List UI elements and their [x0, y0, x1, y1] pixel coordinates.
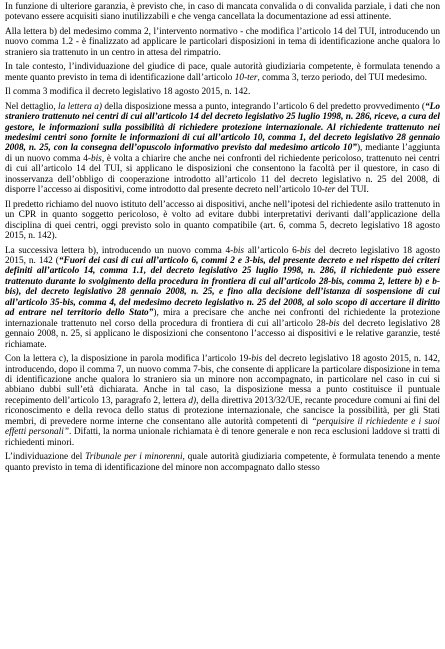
text-run: In tale contesto, l’individuazione del giudice di pace, quale autorità giudiziaria competente, è formulata tenendo a mente quanto previsto in tema di identificazione dall’articolo	[5, 62, 440, 83]
italic-run: ter	[324, 185, 336, 196]
paragraph	[5, 87, 440, 97]
italic-run: bis	[90, 153, 102, 164]
text-run: L’individuazione del	[5, 452, 86, 463]
text-run: , quale autorità giudiziaria competente, è formulata tenendo a mente quanto previsto in tema di identificazione del minore non accompagnato dallo stesso	[5, 452, 441, 473]
text-run: Con la lettera c), la disposizione in parola modifica l’articolo 19-	[5, 354, 252, 365]
paragraph	[5, 354, 440, 448]
paragraph	[5, 2, 440, 23]
italic-run: bis	[328, 318, 340, 329]
text-run: Il predetto richiamo del nuovo istituto dell’accesso ai dispositivi, anche nell’ipotesi del richiedente asilo trattenuto in un CPR in quanto soggetto pericoloso, è volto ad evitare dubbi interpretativi derivanti dall’applicazione della disciplina di quei centri, oggi previsto solo in quanto compatibile (art. 6, comma 5, decreto legislativo 18 agosto 2015, n. 142).	[5, 199, 440, 242]
text-run: Il comma 3 modifica il decreto legislativo 18 agosto 2015, n. 142.	[5, 87, 251, 98]
text-run: della disposizione messa a punto, integrando l’articolo 6 del predetto provvedimento (	[102, 101, 425, 112]
text-run: del TUI.	[335, 185, 369, 196]
italic-run: bis	[233, 245, 245, 256]
text-run: , della direttiva 2013/32/UE, recante procedure comuni ai fini del riconoscimento e della revoca dello status di protezione internazionale, che sancisce la possibilità, per gli Stati membri, di prevedere norme interne che consentano alle autorità competenti di	[5, 395, 440, 427]
text-run: all’articolo 6-	[244, 245, 300, 256]
paragraph	[5, 62, 440, 83]
quoted-directive: “perquisire il richiedente e i suoi effetti personali”	[5, 416, 440, 438]
paragraph	[5, 200, 440, 242]
paragraph	[5, 27, 440, 58]
text-run: , comma 3, terzo periodo, del TUI medesimo.	[257, 72, 427, 83]
italic-run: Tribunale per i minorenni	[85, 452, 183, 463]
text-run: Nel dettaglio,	[5, 101, 59, 112]
italic-run: la lettera a)	[58, 101, 102, 112]
quoted-norm: “Lo straniero trattenuto nei centri di cui all’articolo 14 del decreto legislativo 25 luglio 1998, n. 286, riceve, a cura del gestore, le informazioni sulla possibilità di richiedere protezione internazionale. Al richiedente trattenuto nei medesimi centri sono fornite le informazioni di cui all’articolo 10, comma 1, del decreto legislativo 28 gennaio 2008, n. 25, con la consegna dell’opuscolo informativo previsto dal medesimo articolo 10”	[5, 101, 440, 154]
italic-run: 10-ter	[234, 72, 258, 83]
text-run: , è volta a chiarire che anche nei confronti del richiedente pericoloso, trattenuto nei centri di cui all’articolo 14 del TUI, si applicano le disposizioni che consentono la facoltà per il questore, in caso di inosservanza dell’obbligo di cooperazione introdotto all’articolo 11 del decreto legislativo n. 25 del 2008, di disporre l’accesso ai dispositivi, come introdotto dal presente decreto nell’articolo 10-	[5, 153, 440, 196]
text-run: del decreto legislativo 18 agosto 2015, n. 142 (	[5, 245, 440, 266]
paragraph	[5, 246, 440, 351]
italic-run: d)	[188, 395, 197, 406]
paragraph	[5, 102, 440, 196]
paragraph	[5, 452, 440, 473]
text-run: Alla lettera b) del medesimo comma 2, l’intervento normativo - che modifica l’articolo 14 del TUI, introducendo un nuovo comma 1.2 - è finalizzato ad applicare le particolari disposizioni in tema di identificazione anche qualora lo straniero sia trattenuto in un centro in attesa del rimpatrio.	[5, 26, 440, 58]
italic-run: bis	[299, 245, 311, 256]
text-run: In funzione di ulteriore garanzia, è previsto che, in caso di mancata convalida o di convalida parziale, i dati che non potevano essere acquisiti siano inutilizzabili e che venga cancellata la documentazione ad essi attinente.	[5, 2, 440, 23]
text-run: del decreto legislativo 18 agosto 2015, n. 142, introducendo, dopo il comma 7, un nuovo comma 7-bis, che consente di applicare la particolare disposizione in tema di identificazione anche qualora lo straniero sia un minore non accompagnato, in particolare nel caso in cui si abbiano dubbi sull’età dichiarata. Anche in tal caso, la disposizione messa a punto costituisce il puntuale recepimento dell’articolo 13, paragrafo 2, lettera	[5, 354, 440, 406]
quoted-norm: “Fuori dei casi di cui all’articolo 6, commi 2 e 3-bis, del presente decreto e nel rispetto dei criteri definiti all’articolo 14, comma 1.1, del decreto legislativo 25 luglio 1998, n. 286, il richiedente può essere trattenuto durante lo svolgimento della procedura in frontiera di cui all’articolo 28-bis, comma 2, lettere b) e b-bis), del decreto legislativo 28 gennaio 2008, n. 25, e fino alla decisione dell’istanza di sospensione di cui all’articolo 35-bis, comma 4, del medesimo decreto legislativo n. 25 del 2008, al solo scopo di accertare il diritto ad entrare nel territorio dello Stato”	[5, 255, 441, 319]
text-run: ), mira a precisare che anche nei confronti del richiedente la protezione internazionale trattenuto nel corso della procedura di frontiera di cui all’articolo 28-	[5, 308, 441, 329]
italic-run: bis	[251, 354, 263, 365]
text-run: del decreto legislativo 28 gennaio 2008, n. 25, si applicano le disposizioni che consentono l’accesso ai dispositivi e le relative garanzie, testé richiamate.	[5, 318, 440, 350]
text-run: . Difatti, la norma unionale richiamata è di tenore generale e non reca esclusioni laddove si tratti di richiedenti minori.	[5, 427, 440, 448]
text-run: La successiva lettera b), introducendo un nuovo comma 4-	[5, 245, 234, 256]
text-run: ), mediante l’aggiunta di un nuovo comma 4-	[5, 143, 440, 164]
